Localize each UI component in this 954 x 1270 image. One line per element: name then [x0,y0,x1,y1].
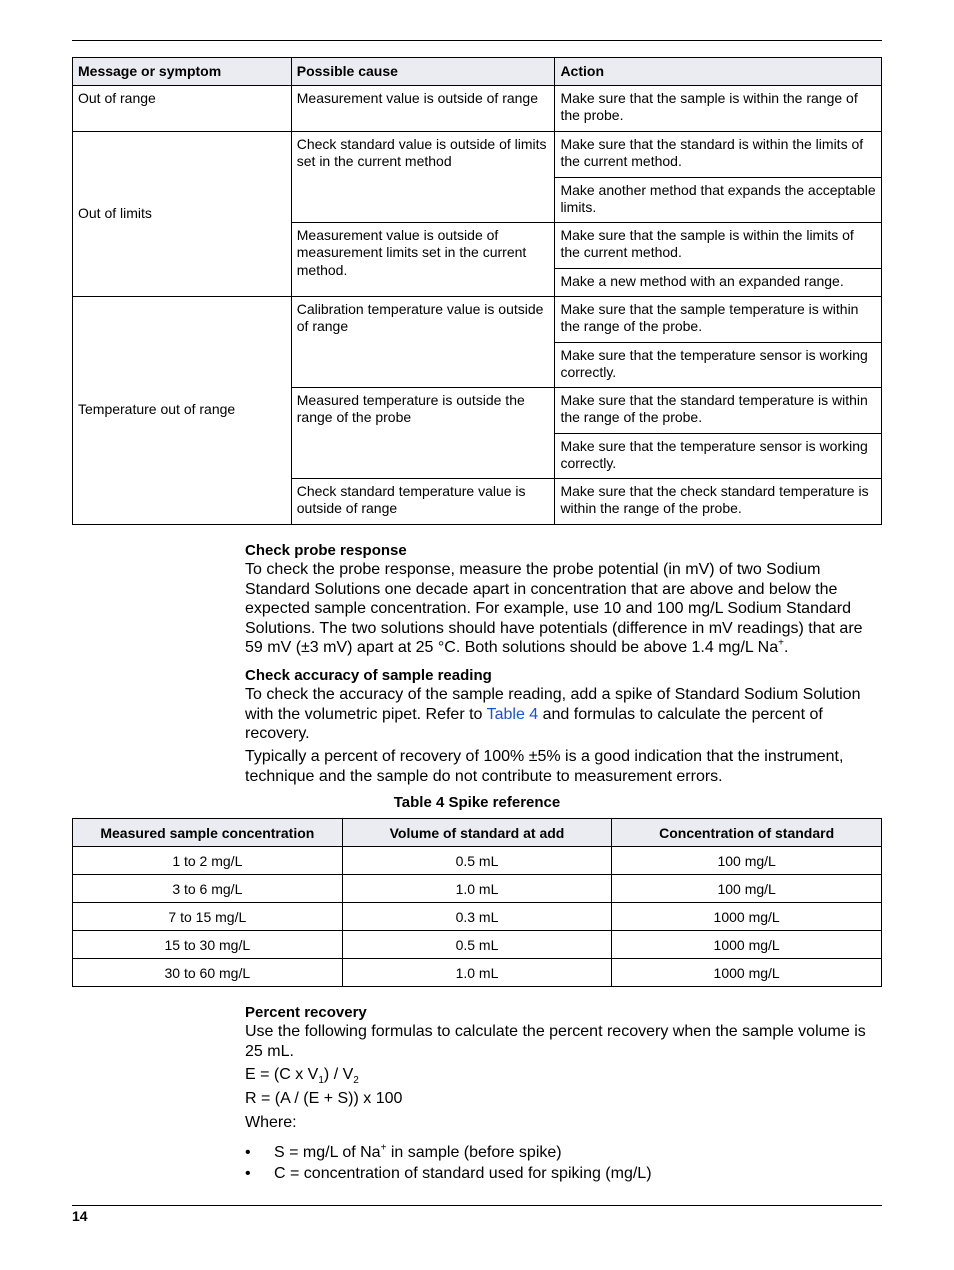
header-cause: Possible cause [291,58,555,86]
action-cell: Make sure that the temperature sensor is working correctly. [555,342,882,387]
probe-response-text: To check the probe response, measure the probe potential (in mV) of two Sodium Standard Solutions one decade apart in concentration that are above and below the expected sample concentration. For example, use 10 and 100 mg/L Sodium Standard Solutions. The two solutions should have potentials (difference in mV readings) that are 59 mV (±3 mV) apart at 25 °C. Both solutions should be above 1.4 mg/L Na [245,561,863,656]
table-row [73,931,882,959]
page-number: 14 [72,1208,88,1224]
table-row [73,903,882,931]
table-header-row [73,58,882,86]
subscript: 1 [318,1075,324,1087]
table-row [73,296,882,342]
cause-cell: Measurement value is outside of range [291,85,555,131]
header-measured: Measured sample concentration [73,819,343,847]
formula-e [245,1065,875,1085]
header-volume: Volume of standard at add [342,819,612,847]
table-cell: 3 to 6 mg/L [73,875,343,903]
list-text: S = mg/L of Na [274,1144,381,1161]
header-concentration: Concentration of standard [612,819,882,847]
action-cell: Make sure that the temperature sensor is working correctly. [555,433,882,478]
table-cell: 1000 mg/L [612,931,882,959]
header-rule [72,40,882,41]
table-row [73,959,882,987]
accuracy-body [245,685,875,744]
table-cell: 1.0 mL [342,875,612,903]
list-item [245,1163,652,1184]
bullet-icon: • [245,1144,251,1161]
superscript: + [380,1142,387,1154]
table-cell: 100 mg/L [612,847,882,875]
message-cell: Out of range [73,85,292,131]
formula-r: R = (A / (E + S)) x 100 [245,1090,403,1107]
table-cell: 100 mg/L [612,875,882,903]
table-row [73,847,882,875]
message-cell: Out of limits [73,131,292,296]
formula-e-part: ) / V [323,1066,354,1083]
bullet-icon: • [245,1165,251,1182]
where-label: Where: [245,1114,297,1131]
table-row [73,85,882,131]
cause-cell: Check standard value is outside of limits set in the current method [291,131,555,222]
list-text: in sample (before spike) [386,1144,562,1161]
action-cell: Make another method that expands the acceptable limits. [555,177,882,222]
action-cell: Make sure that the sample is within the range of the probe. [555,85,882,131]
table-cell: 1 to 2 mg/L [73,847,343,875]
header-message: Message or symptom [73,58,292,86]
probe-response-body [245,560,875,658]
action-cell: Make sure that the standard is within the limits of the current method. [555,131,882,177]
percent-recovery-body: Use the following formulas to calculate the percent recovery when the sample volume is 25 mL. [245,1023,866,1060]
accuracy-text-end: and formulas to calculate the percent of recovery. [245,705,823,742]
table-cell: 1.0 mL [342,959,612,987]
action-cell: Make a new method with an expanded range. [555,268,882,296]
table-cell: 30 to 60 mg/L [73,959,343,987]
accuracy-text: To check the accuracy of the sample reading, add a spike of Standard Sodium Solution with the volumetric pipet. Refer to [245,686,861,723]
table-cell: 0.5 mL [342,847,612,875]
table-cell: 1000 mg/L [612,959,882,987]
table-cell: 0.5 mL [342,931,612,959]
cause-cell: Check standard temperature value is outside of range [291,478,555,524]
table-4-link[interactable]: Table 4 [486,705,539,723]
superscript: + [778,637,784,649]
probe-response-heading: Check probe response [245,542,407,559]
table-cell: 0.3 mL [342,903,612,931]
formula-e-part: E = (C x V [245,1066,319,1083]
troubleshooting-table [72,57,882,525]
message-cell: Temperature out of range [73,296,292,524]
subscript: 2 [353,1075,359,1087]
cause-cell: Calibration temperature value is outside of range [291,296,555,387]
header-action: Action [555,58,882,86]
table-cell: 1000 mg/L [612,903,882,931]
action-cell: Make sure that the sample is within the limits of the current method. [555,222,882,268]
cause-cell: Measurement value is outside of measurement limits set in the current method. [291,222,555,296]
list-item [245,1142,652,1163]
accuracy-paragraph-2: Typically a percent of recovery of 100% ±5% is a good indication that the instrument, technique and the sample do not contribute to measurement errors. [245,748,844,785]
action-cell: Make sure that the sample temperature is within the range of the probe. [555,296,882,342]
accuracy-heading: Check accuracy of sample reading [245,667,492,684]
table-row [73,131,882,177]
spike-reference-table [72,818,882,987]
table-cell: 15 to 30 mg/L [73,931,343,959]
percent-recovery-heading: Percent recovery [245,1004,367,1021]
action-cell: Make sure that the check standard temperature is within the range of the probe. [555,478,882,524]
table-row [73,875,882,903]
table-header-row [73,819,882,847]
table-cell: 7 to 15 mg/L [73,903,343,931]
period: . [783,639,789,656]
table-caption: Table 4 Spike reference [393,794,561,811]
footer-rule [72,1205,882,1206]
action-cell: Make sure that the standard temperature is within the range of the probe. [555,387,882,433]
cause-cell: Measured temperature is outside the range of the probe [291,387,555,478]
list-text: C = concentration of standard used for spiking (mg/L) [274,1165,652,1182]
variable-list [245,1142,652,1184]
